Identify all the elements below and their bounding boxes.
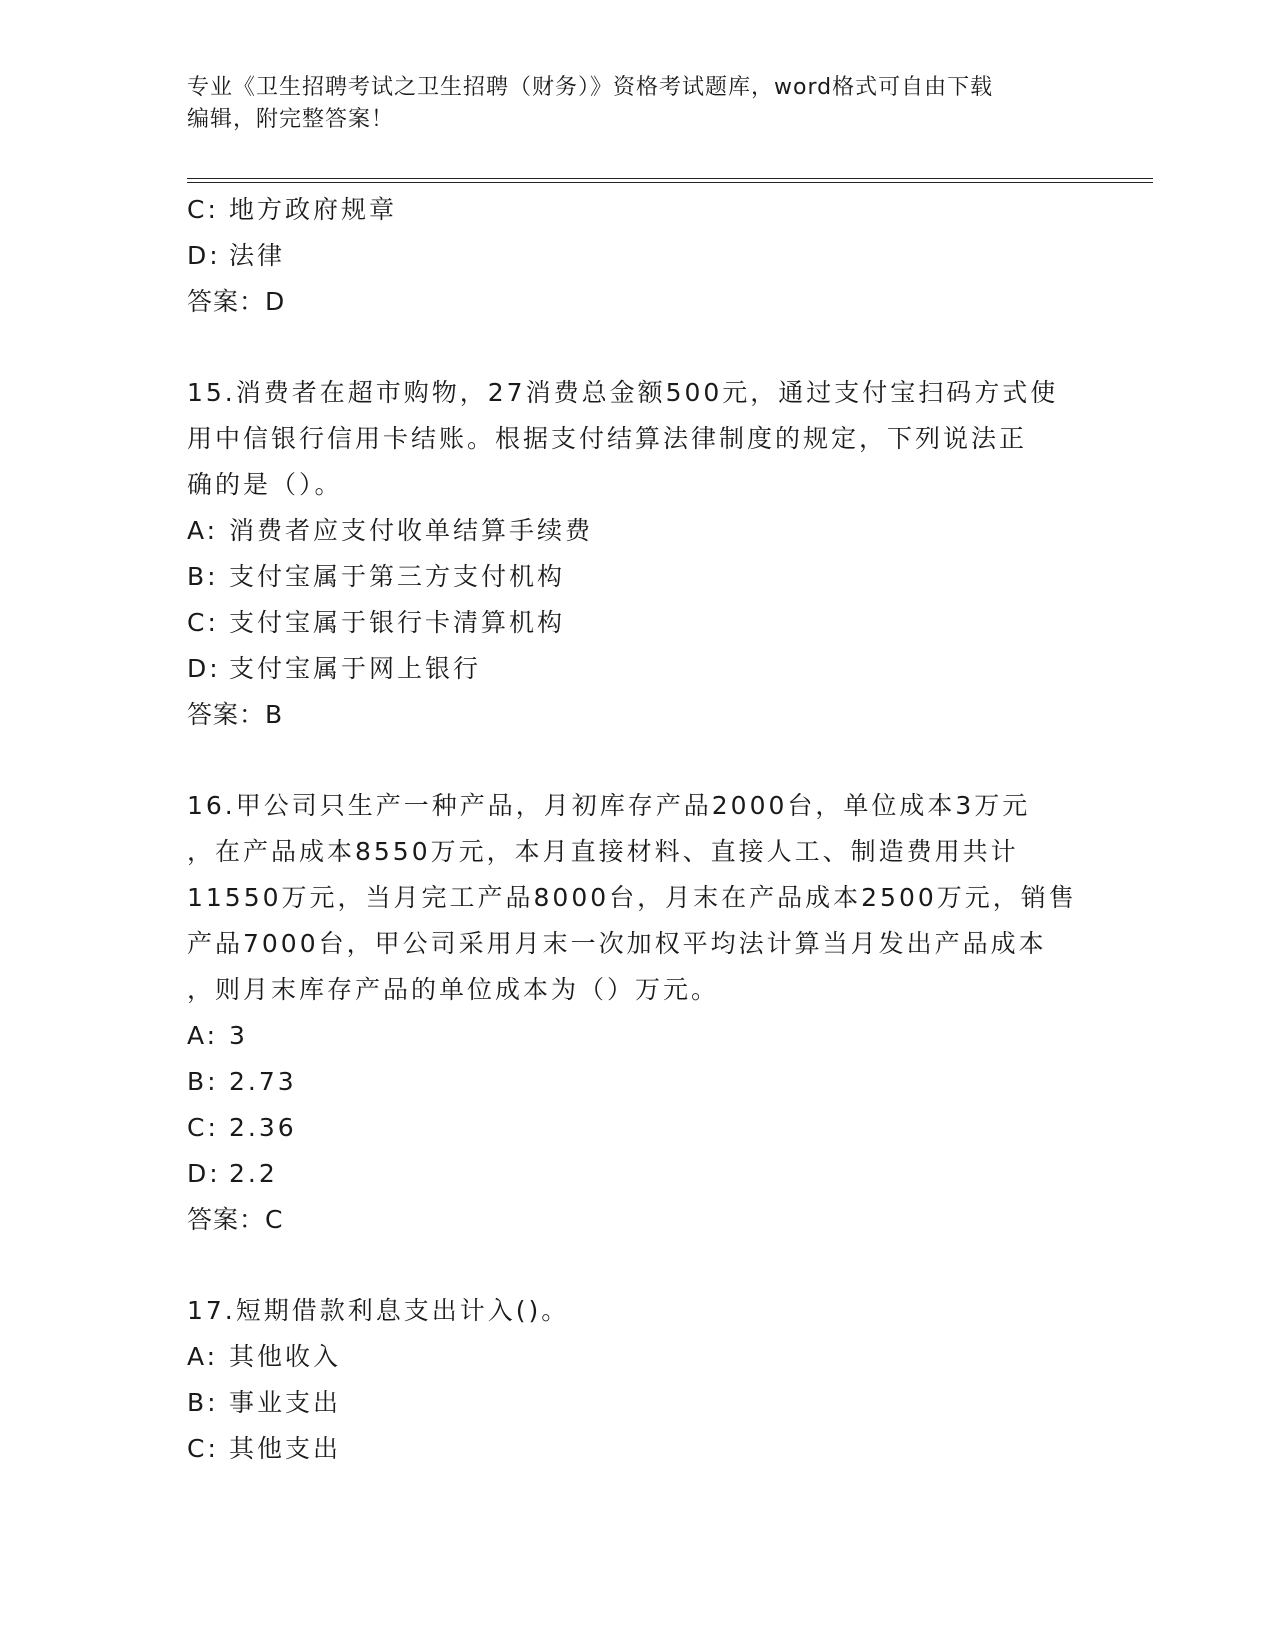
header-line-2: 编辑，附完整答案！ xyxy=(187,107,395,132)
question-gap xyxy=(187,738,1087,783)
option-a: A: 消费者应支付收单结算手续费 xyxy=(187,516,594,545)
question-text-line: 确的是（）。 xyxy=(187,470,343,499)
answer-line: 答案：D xyxy=(187,287,286,316)
question-gap xyxy=(187,1243,1087,1288)
question-14-tail xyxy=(187,187,1087,325)
question-text-line: ，则月末库存产品的单位成本为（）万元。 xyxy=(187,975,720,1004)
question-17 xyxy=(187,1288,1087,1472)
question-15 xyxy=(187,370,1087,738)
option-b: B: 事业支出 xyxy=(187,1388,342,1417)
question-list xyxy=(187,187,1087,1472)
option-d: D: 法律 xyxy=(187,241,286,270)
header-line-1: 专业《卫生招聘考试之卫生招聘（财务）》资格考试题库，word格式可自由下载 xyxy=(187,75,994,100)
option-c: C: 2.36 xyxy=(187,1113,297,1142)
answer-line: 答案：B xyxy=(187,700,284,729)
question-gap xyxy=(187,325,1087,370)
header-divider-top xyxy=(187,178,1153,179)
question-text-line: 11550万元，当月完工产品8000台，月末在产品成本2500万元，销售 xyxy=(187,883,1077,912)
question-text-line: 用中信银行信用卡结账。根据支付结算法律制度的规定，下列说法正 xyxy=(187,424,1028,453)
question-text-line: 16.甲公司只生产一种产品，月初库存产品2000台，单位成本3万元 xyxy=(187,791,1031,820)
question-text-line: 17.短期借款利息支出计入()。 xyxy=(187,1296,570,1325)
document-header xyxy=(187,72,1087,136)
answer-line: 答案：C xyxy=(187,1205,284,1234)
option-c: C: 地方政府规章 xyxy=(187,195,398,224)
question-text-line: 15.消费者在超市购物，27消费总金额500元，通过支付宝扫码方式使 xyxy=(187,378,1059,407)
option-c: C: 其他支出 xyxy=(187,1434,342,1463)
option-d: D: 2.2 xyxy=(187,1159,278,1188)
option-a: A: 其他收入 xyxy=(187,1342,342,1371)
option-a: A: 3 xyxy=(187,1021,248,1050)
option-b: B: 2.73 xyxy=(187,1067,297,1096)
question-text-line: 产品7000台，甲公司采用月末一次加权平均法计算当月发出产品成本 xyxy=(187,929,1047,958)
question-16 xyxy=(187,783,1087,1243)
question-text-line: ，在产品成本8550万元，本月直接材料、直接人工、制造费用共计 xyxy=(187,837,1019,866)
header-divider-bottom xyxy=(187,182,1153,183)
option-c: C: 支付宝属于银行卡清算机构 xyxy=(187,608,566,637)
option-b: B: 支付宝属于第三方支付机构 xyxy=(187,562,566,591)
option-d: D: 支付宝属于网上银行 xyxy=(187,654,482,683)
